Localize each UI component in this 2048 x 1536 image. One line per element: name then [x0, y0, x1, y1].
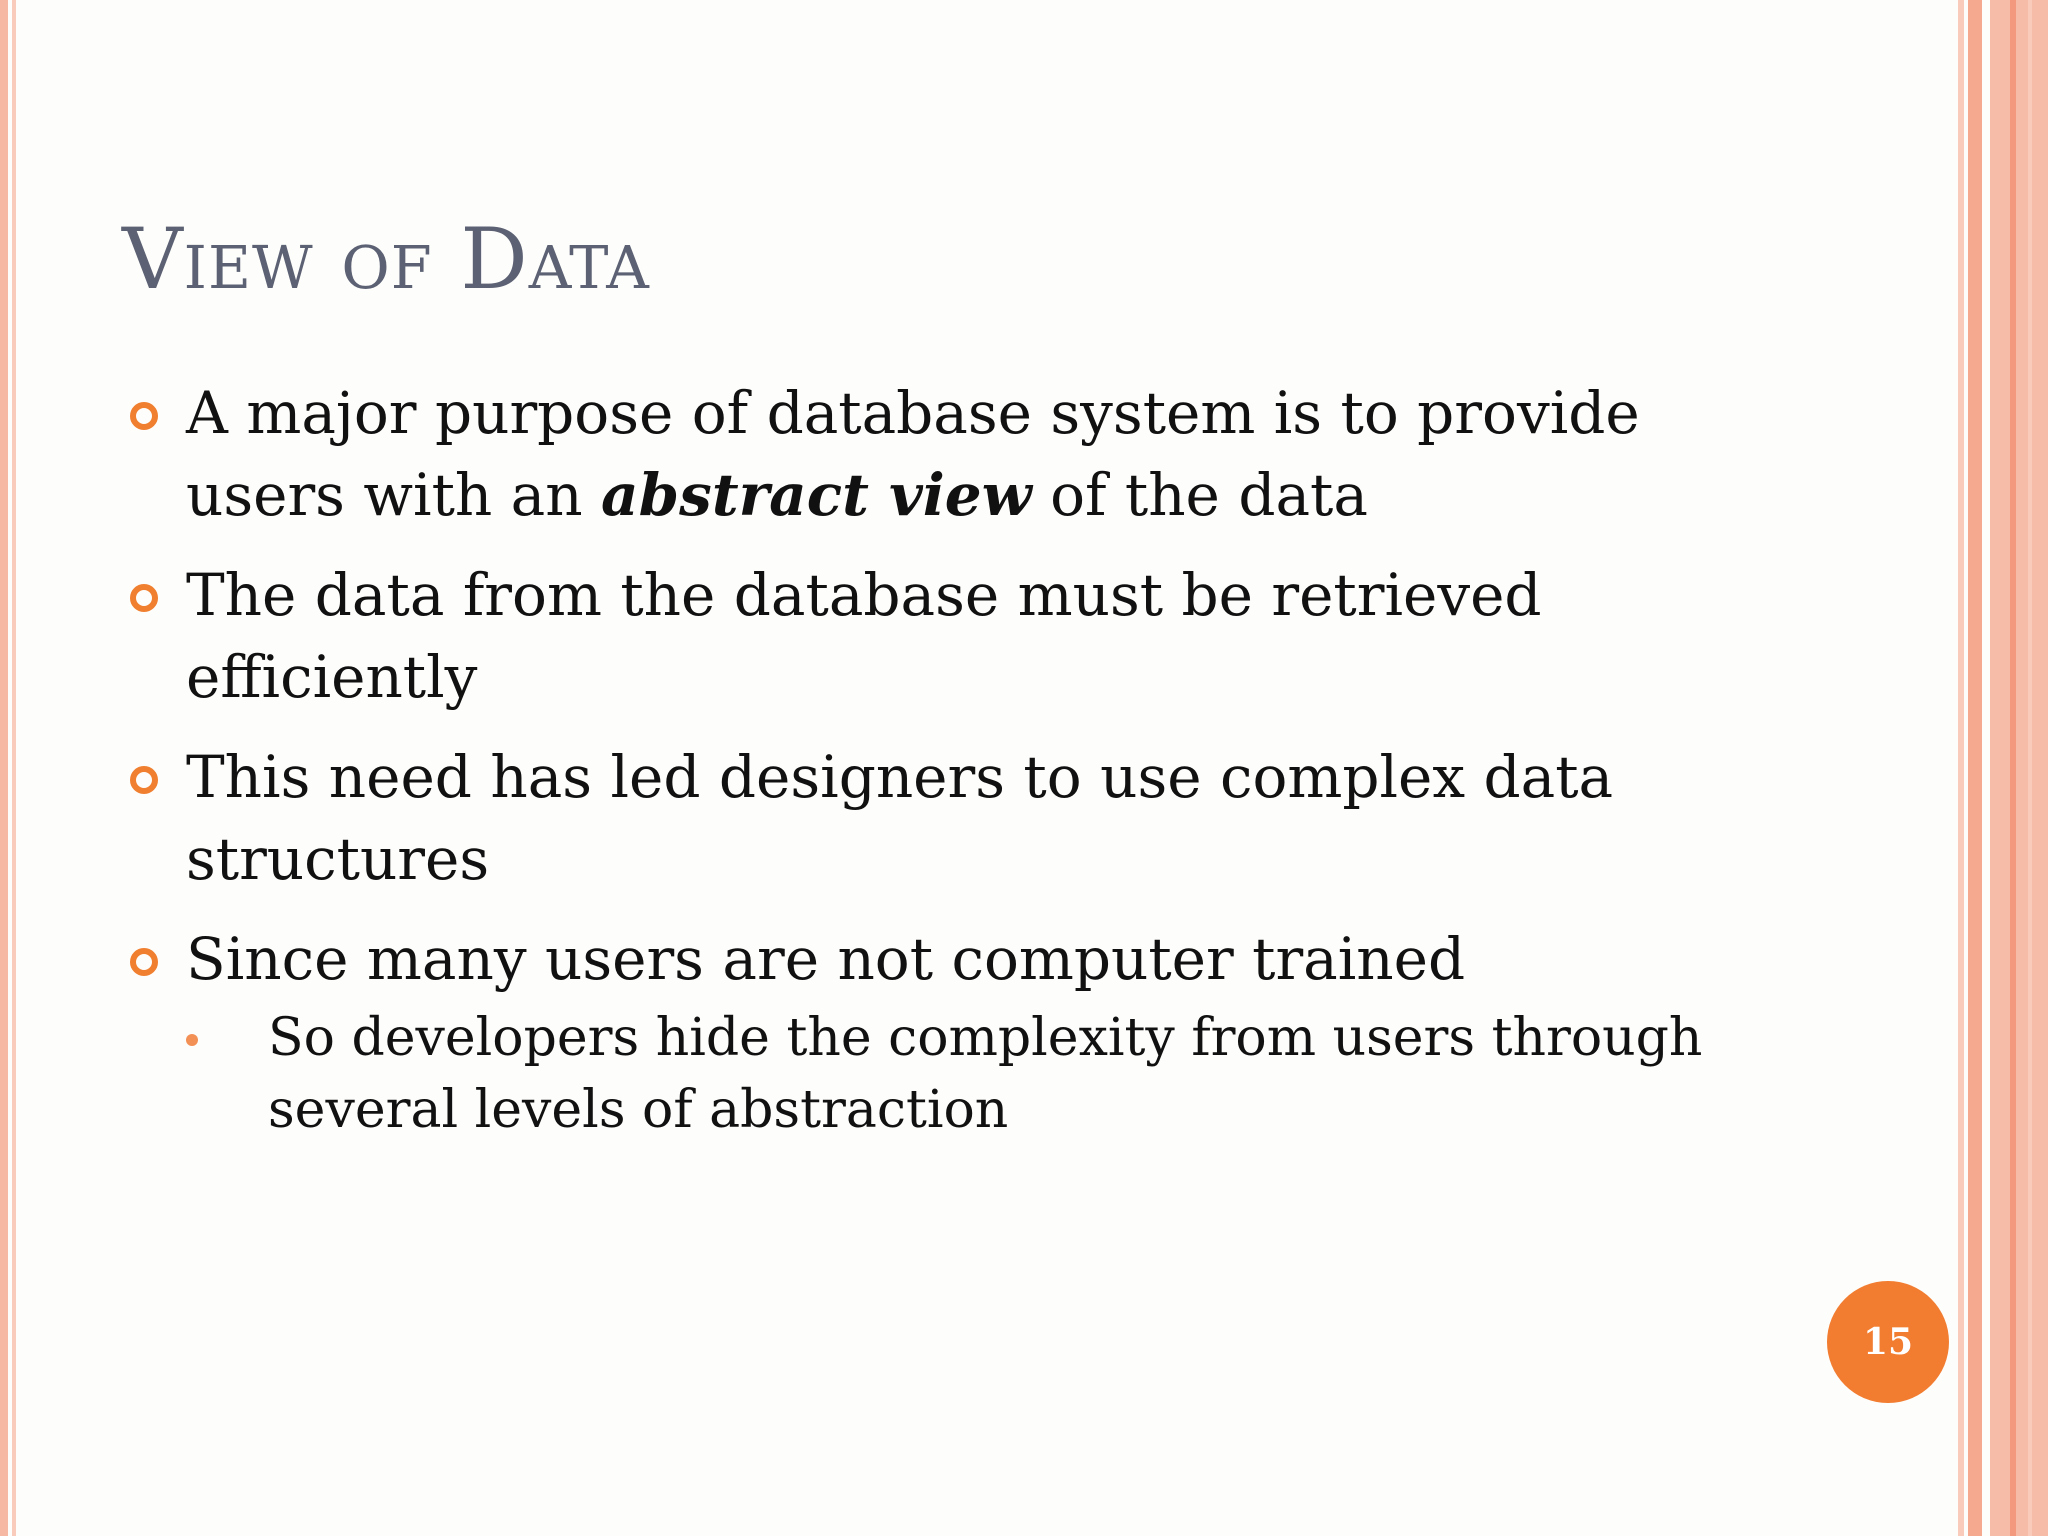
bullet-item — [128, 372, 1788, 536]
bullet-text: This need has led designers to use complex data structures — [186, 743, 1614, 893]
ring-bullet-icon — [130, 402, 158, 430]
bullet-item — [128, 554, 1788, 718]
bullet-text: The data from the database must be retrieved efficiently — [186, 561, 1542, 711]
bullet-text — [186, 379, 1640, 529]
bullet-list — [128, 372, 1788, 1164]
ring-bullet-icon — [130, 766, 158, 794]
bullet-text-part: A major purpose of database system is to provide users with an — [186, 379, 1640, 529]
right-border-line — [2010, 0, 2016, 1536]
left-border-stripe-thin — [12, 0, 16, 1536]
bullet-text-part: of the data — [1031, 461, 1368, 529]
sub-bullet-text: So developers hide the complexity from users through several levels of abstraction — [268, 1008, 1703, 1140]
page-number: 15 — [1862, 1321, 1914, 1363]
right-border-stripe — [1968, 0, 1982, 1536]
right-border-line-thin — [2028, 0, 2032, 1536]
right-border-band — [1990, 0, 2048, 1536]
bullet-item — [128, 918, 1788, 1146]
page-number-badge — [1827, 1281, 1949, 1403]
slide-title: View of Data — [122, 210, 650, 308]
bullet-item — [128, 736, 1788, 900]
left-border-stripe — [0, 0, 8, 1536]
bullet-text: Since many users are not computer trained — [186, 925, 1466, 993]
ring-bullet-icon — [130, 584, 158, 612]
dot-bullet-icon — [186, 1034, 198, 1046]
sub-bullet-item — [186, 1002, 1788, 1146]
sub-bullet-list — [186, 1002, 1788, 1146]
right-border-stripe-thin — [1958, 0, 1964, 1536]
ring-bullet-icon — [130, 948, 158, 976]
emphasis-text: abstract view — [601, 461, 1032, 529]
